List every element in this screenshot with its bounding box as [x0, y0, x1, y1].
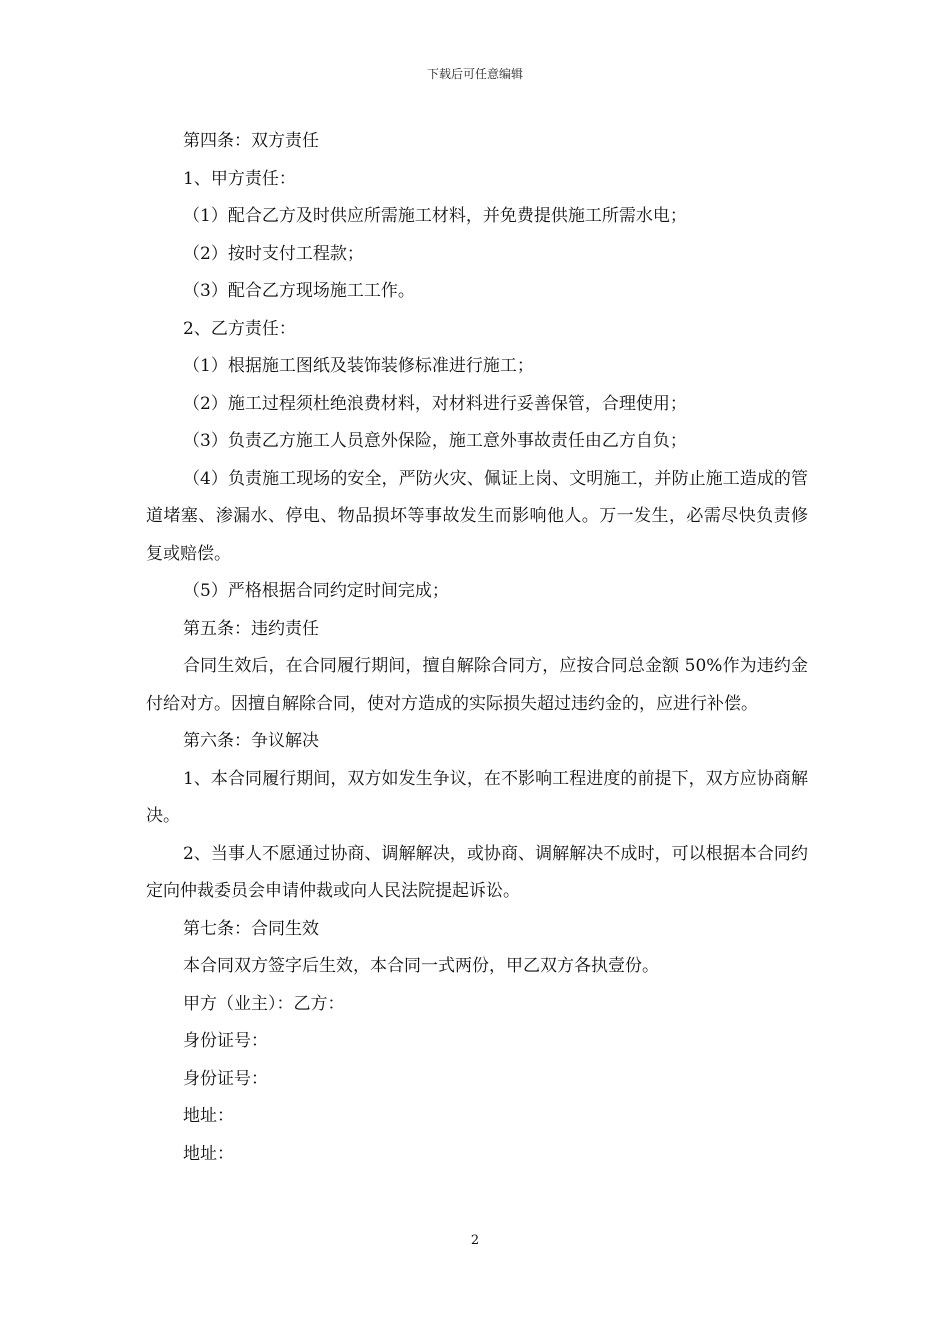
party-b-duty-2: （2）施工过程须杜绝浪费材料，对材料进行妥善保管，合理使用； [183, 393, 687, 414]
party-a-duties-heading: 1、甲方责任： [183, 168, 296, 189]
party-b-duty-4: （4）负责施工现场的安全，严防火灾、佩证上岗、文明施工，并防止施工造成的管道堵塞、渗漏水、停电、物品损坏等事故发生而影响他人。万一发生，必需尽快负责修复或赔偿。 [146, 468, 808, 564]
party-b-duty-3: （3）负责乙方施工人员意外保险，施工意外事故责任由乙方自负； [183, 431, 687, 451]
party-b-duty-1: （1）根据施工图纸及装饰装修标准进行施工； [183, 356, 534, 376]
page-header: 下载后可任意编辑 [426, 67, 523, 81]
party-b-address-line: 地址： [183, 1143, 234, 1164]
party-b-duties-heading: 2、乙方责任： [183, 318, 296, 339]
signature-parties-line: 甲方（业主）：乙方： [183, 993, 345, 1014]
party-b-id-number-line: 身份证号： [183, 1068, 268, 1089]
page-number: 2 [470, 1233, 480, 1248]
article-4-heading: 第四条：双方责任 [183, 131, 319, 151]
party-b-duty-5: （5）严格根据合同约定时间完成； [183, 581, 449, 601]
party-a-address-line: 地址： [183, 1106, 234, 1126]
article-7-body: 本合同双方签字后生效，本合同一式两份，甲乙双方各执壹份。 [183, 956, 659, 976]
article-5-body: 合同生效后，在合同履行期间，擅自解除合同方，应按合同总金额 50%作为违约金付给对方。因擅自解除合同，使对方造成的实际损失超过违约金的，应进行补偿。 [146, 656, 808, 714]
article-6-clause-2: 2、当事人不愿通过协商、调解解决，或协商、调解解决不成时，可以根据本合同约定向仲裁委员会申请仲裁或向人民法院提起诉讼。 [146, 843, 808, 901]
article-6-heading: 第六条：争议解决 [183, 731, 319, 751]
party-a-duty-2: （2）按时支付工程款； [183, 243, 364, 264]
party-a-duty-3: （3）配合乙方现场施工工作。 [183, 281, 415, 301]
article-6-clause-1: 1、本合同履行期间，双方如发生争议，在不影响工程进度的前提下，双方应协商解决。 [146, 768, 808, 826]
article-5-heading: 第五条：违约责任 [183, 618, 319, 639]
document-body [146, 123, 808, 1173]
article-7-heading: 第七条：合同生效 [183, 918, 319, 939]
party-a-id-number-line: 身份证号： [183, 1031, 268, 1051]
party-a-duty-1: （1）配合乙方及时供应所需施工材料，并免费提供施工所需水电； [183, 206, 687, 226]
